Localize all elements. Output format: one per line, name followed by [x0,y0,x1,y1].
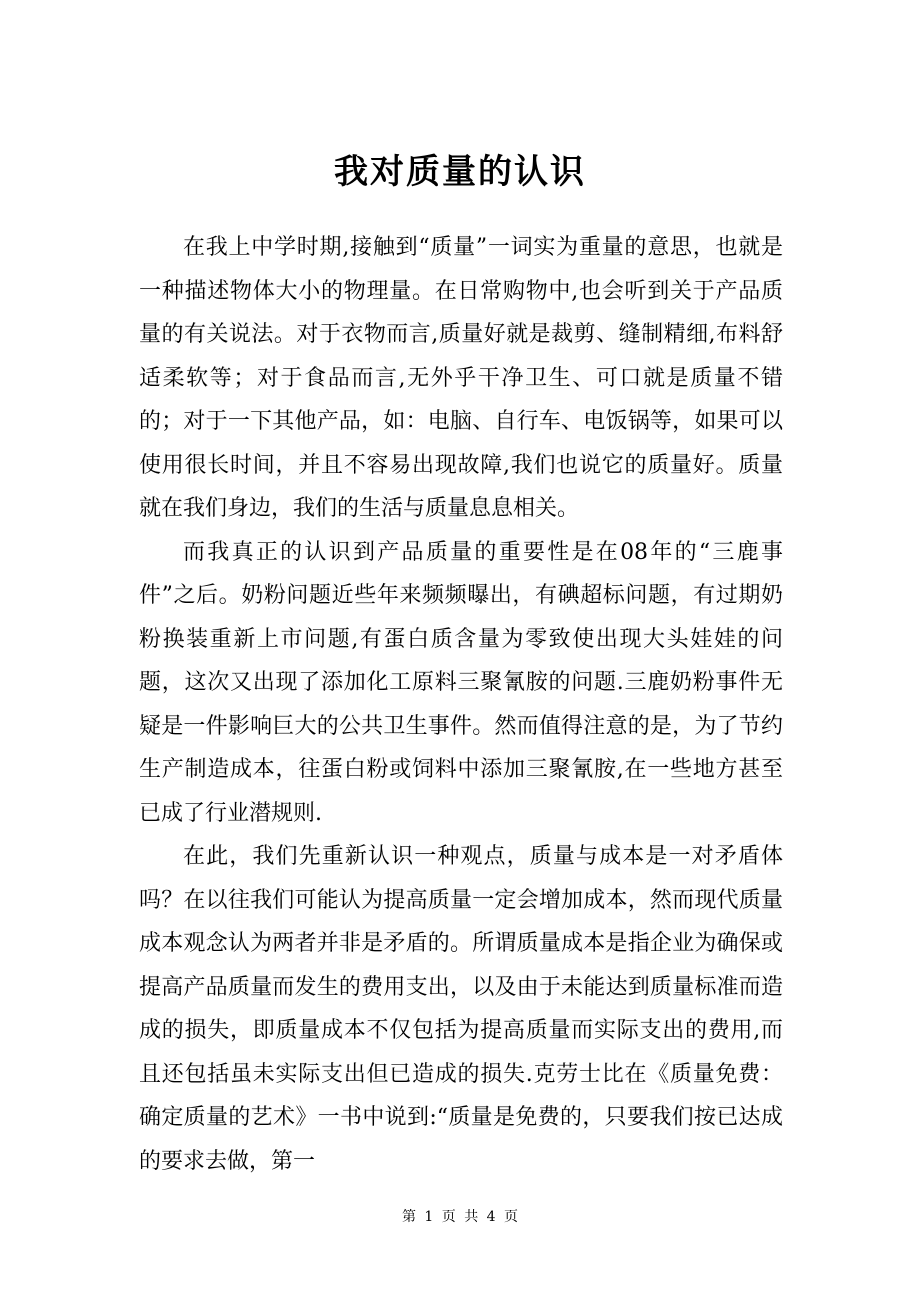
paragraph-2: 而我真正的认识到产品质量的重要性是在08年的“三鹿事件”之后。奶粉问题近些年来频频曝出，有碘超标问题，有过期奶粉换装重新上市问题,有蛋白质含量为零致使出现大头娃娃的问题，这次又出现了添加化工原料三聚氰胺的问题.三鹿奶粉事件无疑是一件影响巨大的公共卫生事件。然而值得注意的是，为了节约生产制造成本，往蛋白粉或饲料中添加三聚氰胺,在一些地方甚至已成了行业潜规则. [139,539,783,826]
page-footer: 第 1 页 共 4 页 [401,1209,519,1225]
paragraph-1: 在我上中学时期,接触到“质量”一词实为重量的意思，也就是一种描述物体大小的物理量。在日常购物中,也会听到关于产品质量的有关说法。对于衣物而言,质量好就是裁剪、缝制精细,布料舒适柔软等；对于食品而言,无外乎干净卫生、可口就是质量不错的；对于一下其他产品，如：电脑、自行车、电饭锅等，如果可以使用很长时间，并且不容易出现故障,我们也说它的质量好。质量就在我们身边，我们的生活与质量息息相关。 [139,235,783,521]
paragraph-3: 在此，我们先重新认识一种观点，质量与成本是一对矛盾体吗？在以往我们可能认为提高质量一定会增加成本，然而现代质量成本观念认为两者并非是矛盾的。所谓质量成本是指企业为确保或提高产品质量而发生的费用支出，以及由于未能达到质量标准而造成的损失，即质量成本不仅包括为提高质量而实际支出的费用,而且还包括虽未实际支出但已造成的损失.克劳士比在《质量免费：确定质量的艺术》一书中说到:“质量是免费的，只要我们按已达成的要求去做，第一 [139,844,783,1174]
document-body [139,226,783,1183]
document-title: 我对质量的认识 [334,152,586,192]
